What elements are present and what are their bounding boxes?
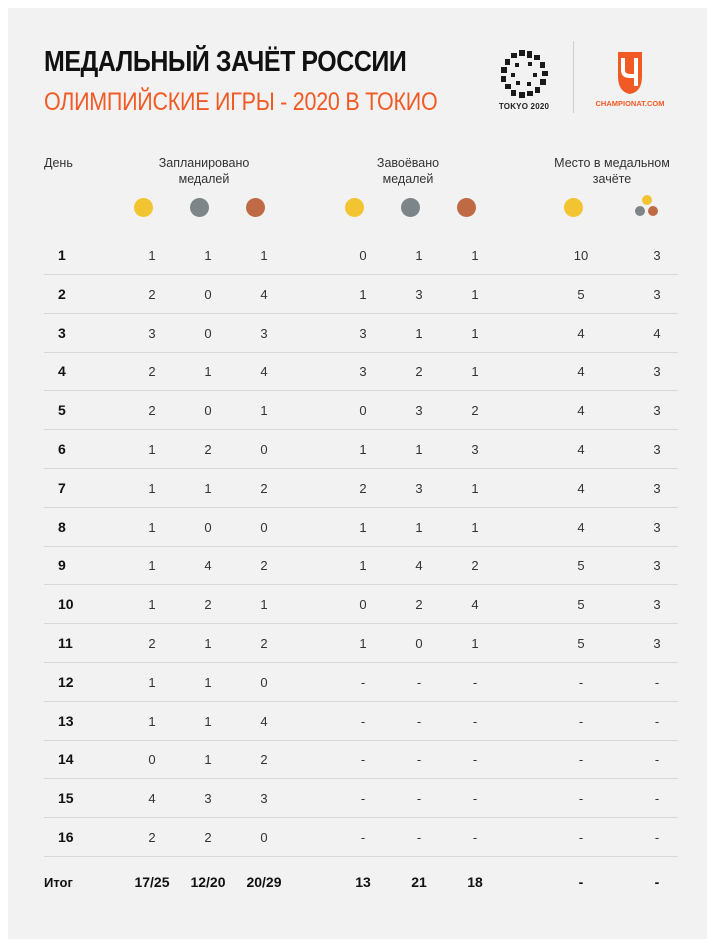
table-row [44,779,678,818]
planned-silver-cell: 1 [204,480,212,496]
total-row [44,863,678,902]
planned-bronze-cell: 4 [260,713,268,729]
planned-bronze-cell: 0 [260,674,268,690]
won-bronze-cell: - [472,713,478,729]
planned-bronze-medal-icon [246,198,265,217]
place-by-gold-cell: 5 [577,597,585,613]
table-row [44,546,678,585]
planned-silver-cell: 1 [204,636,212,651]
planned-gold-medal-icon [134,198,153,217]
planned-gold-cell: 0 [148,752,156,768]
won-gold-cell: 1 [359,636,367,651]
planned-silver-cell: 0 [204,286,212,302]
won-bronze-cell: 1 [471,519,479,535]
day-cell: Итог [44,874,73,890]
planned-gold-cell: 1 [148,248,156,263]
planned-bronze-cell: 1 [260,403,268,419]
planned-bronze-cell: 2 [260,558,268,574]
won-gold-cell: 3 [359,364,367,380]
logo-divider [573,41,574,113]
planned-gold-cell: 1 [148,480,156,496]
won-gold-cell: - [360,752,366,768]
planned-bronze-cell: 3 [260,325,268,341]
place-by-gold-cell: 5 [577,636,585,651]
won-gold-cell: - [360,830,366,845]
won-gold-cell: 1 [359,442,367,457]
place-by-gold-cell: 4 [577,403,585,419]
day-cell: 10 [58,596,74,613]
place-by-total-cell: - [654,791,660,807]
planned-bronze-cell: 2 [260,752,268,768]
championat-logo-text: CHAMPIONAT.COM [595,99,665,108]
table-row [44,391,678,430]
column-header-planned: Запланировано медалей [158,156,250,186]
planned-bronze-cell: 2 [260,480,268,496]
won-silver-cell: 1 [415,442,423,457]
planned-gold-cell: 2 [148,830,156,845]
planned-gold-cell: 1 [148,674,156,690]
place-by-total-cell: - [654,873,660,890]
won-bronze-cell: - [472,830,478,845]
place-by-gold-cell: - [578,713,584,729]
won-silver-cell: 2 [415,364,423,380]
place-by-total-cell: 3 [653,480,661,496]
won-silver-cell: 3 [415,286,423,302]
planned-gold-cell: 2 [148,286,156,302]
planned-bronze-cell: 3 [260,791,268,807]
table-row [44,740,678,779]
won-gold-medal-icon [345,198,364,217]
day-cell: 15 [58,790,74,807]
place-by-gold-cell: - [578,752,584,768]
column-header-day: День [44,156,73,170]
planned-bronze-cell: 4 [260,286,268,302]
won-bronze-cell: 1 [471,325,479,341]
day-cell: 9 [58,557,66,574]
place-by-total-cell: 3 [653,636,661,651]
table-row [44,585,678,624]
won-bronze-cell: 1 [471,286,479,302]
won-silver-cell: 3 [415,403,423,419]
table-row [44,430,678,469]
won-silver-cell: 1 [415,248,423,263]
planned-gold-cell: 1 [148,558,156,574]
mini-bronze-dot-icon [648,206,658,216]
place-by-gold-cell: - [578,830,584,845]
place-by-gold-cell: 4 [577,364,585,380]
place-gold-medal-icon [564,198,583,217]
place-by-total-cell: 3 [653,558,661,574]
planned-silver-cell: 0 [204,325,212,341]
planned-gold-cell: 1 [148,713,156,729]
won-silver-cell: 1 [415,519,423,535]
column-header-place: Место в медальном зачёте [554,156,670,186]
planned-silver-cell: 2 [204,597,212,613]
won-silver-cell: 3 [415,480,423,496]
planned-gold-cell: 2 [148,403,156,419]
planned-silver-cell: 1 [204,713,212,729]
table-row [44,314,678,353]
won-silver-medal-icon [401,198,420,217]
place-by-total-cell: 3 [653,403,661,419]
planned-bronze-cell: 20/29 [246,873,282,890]
place-by-gold-cell: 4 [577,480,585,496]
table-row [44,236,678,275]
table-row [44,275,678,314]
place-by-gold-cell: 5 [577,286,585,302]
won-bronze-cell: 2 [471,558,479,574]
place-by-total-cell: 3 [653,597,661,613]
day-cell: 7 [58,479,66,496]
place-by-total-cell: - [654,713,660,729]
day-cell: 11 [58,635,73,651]
day-cell: 8 [58,518,66,535]
planned-gold-cell: 3 [148,325,156,341]
place-by-total-cell: - [654,674,660,690]
planned-bronze-cell: 0 [260,830,268,845]
place-by-gold-cell: 4 [577,325,585,341]
day-cell: 5 [58,402,66,419]
place-by-gold-cell: 5 [577,558,585,574]
planned-silver-cell: 0 [204,403,212,419]
table-row [44,624,678,663]
won-bronze-cell: 18 [467,873,483,890]
planned-silver-cell: 2 [204,442,212,457]
won-silver-cell: 2 [415,597,423,613]
planned-silver-cell: 3 [204,791,212,807]
won-gold-cell: 13 [355,873,371,890]
place-by-gold-cell: 4 [577,442,585,457]
planned-bronze-cell: 2 [260,636,268,651]
planned-silver-cell: 0 [204,519,212,535]
planned-bronze-cell: 0 [260,519,268,535]
won-gold-cell: 0 [359,248,367,263]
place-by-total-cell: 3 [653,248,661,263]
table-row [44,818,678,857]
planned-silver-cell: 1 [204,752,212,768]
won-bronze-cell: 2 [471,403,479,419]
won-bronze-medal-icon [457,198,476,217]
championat-logo [585,46,675,116]
won-gold-cell: 3 [359,325,367,341]
planned-bronze-cell: 4 [260,364,268,380]
day-cell: 6 [58,441,66,457]
planned-gold-cell: 2 [148,636,156,651]
place-by-total-cell: 3 [653,442,661,457]
page-subtitle: ОЛИМПИЙСКИЕ ИГРЫ - 2020 В ТОКИО [44,88,438,116]
place-by-gold-cell: 10 [573,248,589,263]
won-bronze-cell: 1 [471,248,479,263]
planned-silver-cell: 2 [204,830,212,845]
tokyo-2020-logo [494,48,554,118]
table-row [44,352,678,391]
place-by-gold-cell: 4 [577,519,585,535]
day-cell: 2 [58,285,66,302]
tokyo-emblem-icon [498,48,550,100]
table-row [44,508,678,547]
won-gold-cell: 1 [359,558,367,574]
column-header-won: Завоёвано медалей [376,156,440,186]
place-by-gold-cell: - [578,791,584,807]
won-silver-cell: - [416,752,422,768]
won-silver-cell: 1 [415,325,423,341]
won-bronze-cell: - [472,791,478,807]
place-by-total-cell: 3 [653,286,661,302]
mini-silver-dot-icon [635,206,645,216]
place-by-total-cell: 3 [653,519,661,535]
won-silver-cell: - [416,830,422,845]
won-bronze-cell: 3 [471,442,479,457]
won-gold-cell: - [360,791,366,807]
won-gold-cell: 1 [359,519,367,535]
won-gold-cell: 1 [359,286,367,302]
won-silver-cell: 0 [415,636,423,651]
place-by-gold-cell: - [578,873,584,890]
planned-gold-cell: 4 [148,791,156,807]
table-row [44,469,678,508]
place-by-total-cell: 3 [653,364,661,380]
won-bronze-cell: 4 [471,597,479,613]
planned-gold-cell: 1 [148,519,156,535]
day-cell: 12 [58,673,74,690]
won-bronze-cell: 1 [471,364,479,380]
planned-silver-cell: 1 [204,364,212,380]
day-cell: 13 [58,712,74,729]
won-gold-cell: 0 [359,597,367,613]
planned-gold-cell: 1 [148,597,156,613]
won-silver-cell: - [416,674,422,690]
day-cell: 16 [58,829,74,845]
planned-gold-cell: 1 [148,442,156,457]
place-by-total-cell: - [654,752,660,768]
planned-bronze-cell: 0 [260,442,268,457]
won-bronze-cell: 1 [471,636,479,651]
planned-silver-cell: 12/20 [190,873,226,890]
championat-emblem-icon [585,46,675,96]
tokyo-logo-text: TOKYO 2020 [498,102,550,111]
won-silver-cell: 21 [411,873,427,890]
won-gold-cell: - [360,713,366,729]
planned-bronze-cell: 1 [260,597,268,613]
day-cell: 14 [58,751,74,768]
planned-silver-cell: 1 [204,248,212,263]
planned-bronze-cell: 1 [260,248,268,263]
won-gold-cell: 0 [359,403,367,419]
won-silver-cell: - [416,713,422,729]
place-total-medals-icon [633,195,659,219]
won-gold-cell: - [360,674,366,690]
table-row [44,663,678,702]
day-cell: 4 [58,363,66,380]
place-by-total-cell: 4 [653,325,661,341]
won-silver-cell: - [416,791,422,807]
won-bronze-cell: - [472,674,478,690]
planned-gold-cell: 17/25 [134,873,170,890]
infographic-card [8,8,707,939]
won-bronze-cell: - [472,752,478,768]
planned-silver-medal-icon [190,198,209,217]
mini-gold-dot-icon [642,195,652,205]
page-title: МЕДАЛЬНЫЙ ЗАЧЁТ РОССИИ [44,46,407,78]
planned-gold-cell: 2 [148,364,156,380]
planned-silver-cell: 4 [204,558,212,574]
planned-silver-cell: 1 [204,674,212,690]
table-row [44,702,678,741]
day-cell: 3 [58,324,66,341]
place-by-gold-cell: - [578,674,584,690]
place-by-total-cell: - [654,830,660,845]
won-gold-cell: 2 [359,480,367,496]
won-bronze-cell: 1 [471,480,479,496]
day-cell: 1 [58,247,66,263]
won-silver-cell: 4 [415,558,423,574]
